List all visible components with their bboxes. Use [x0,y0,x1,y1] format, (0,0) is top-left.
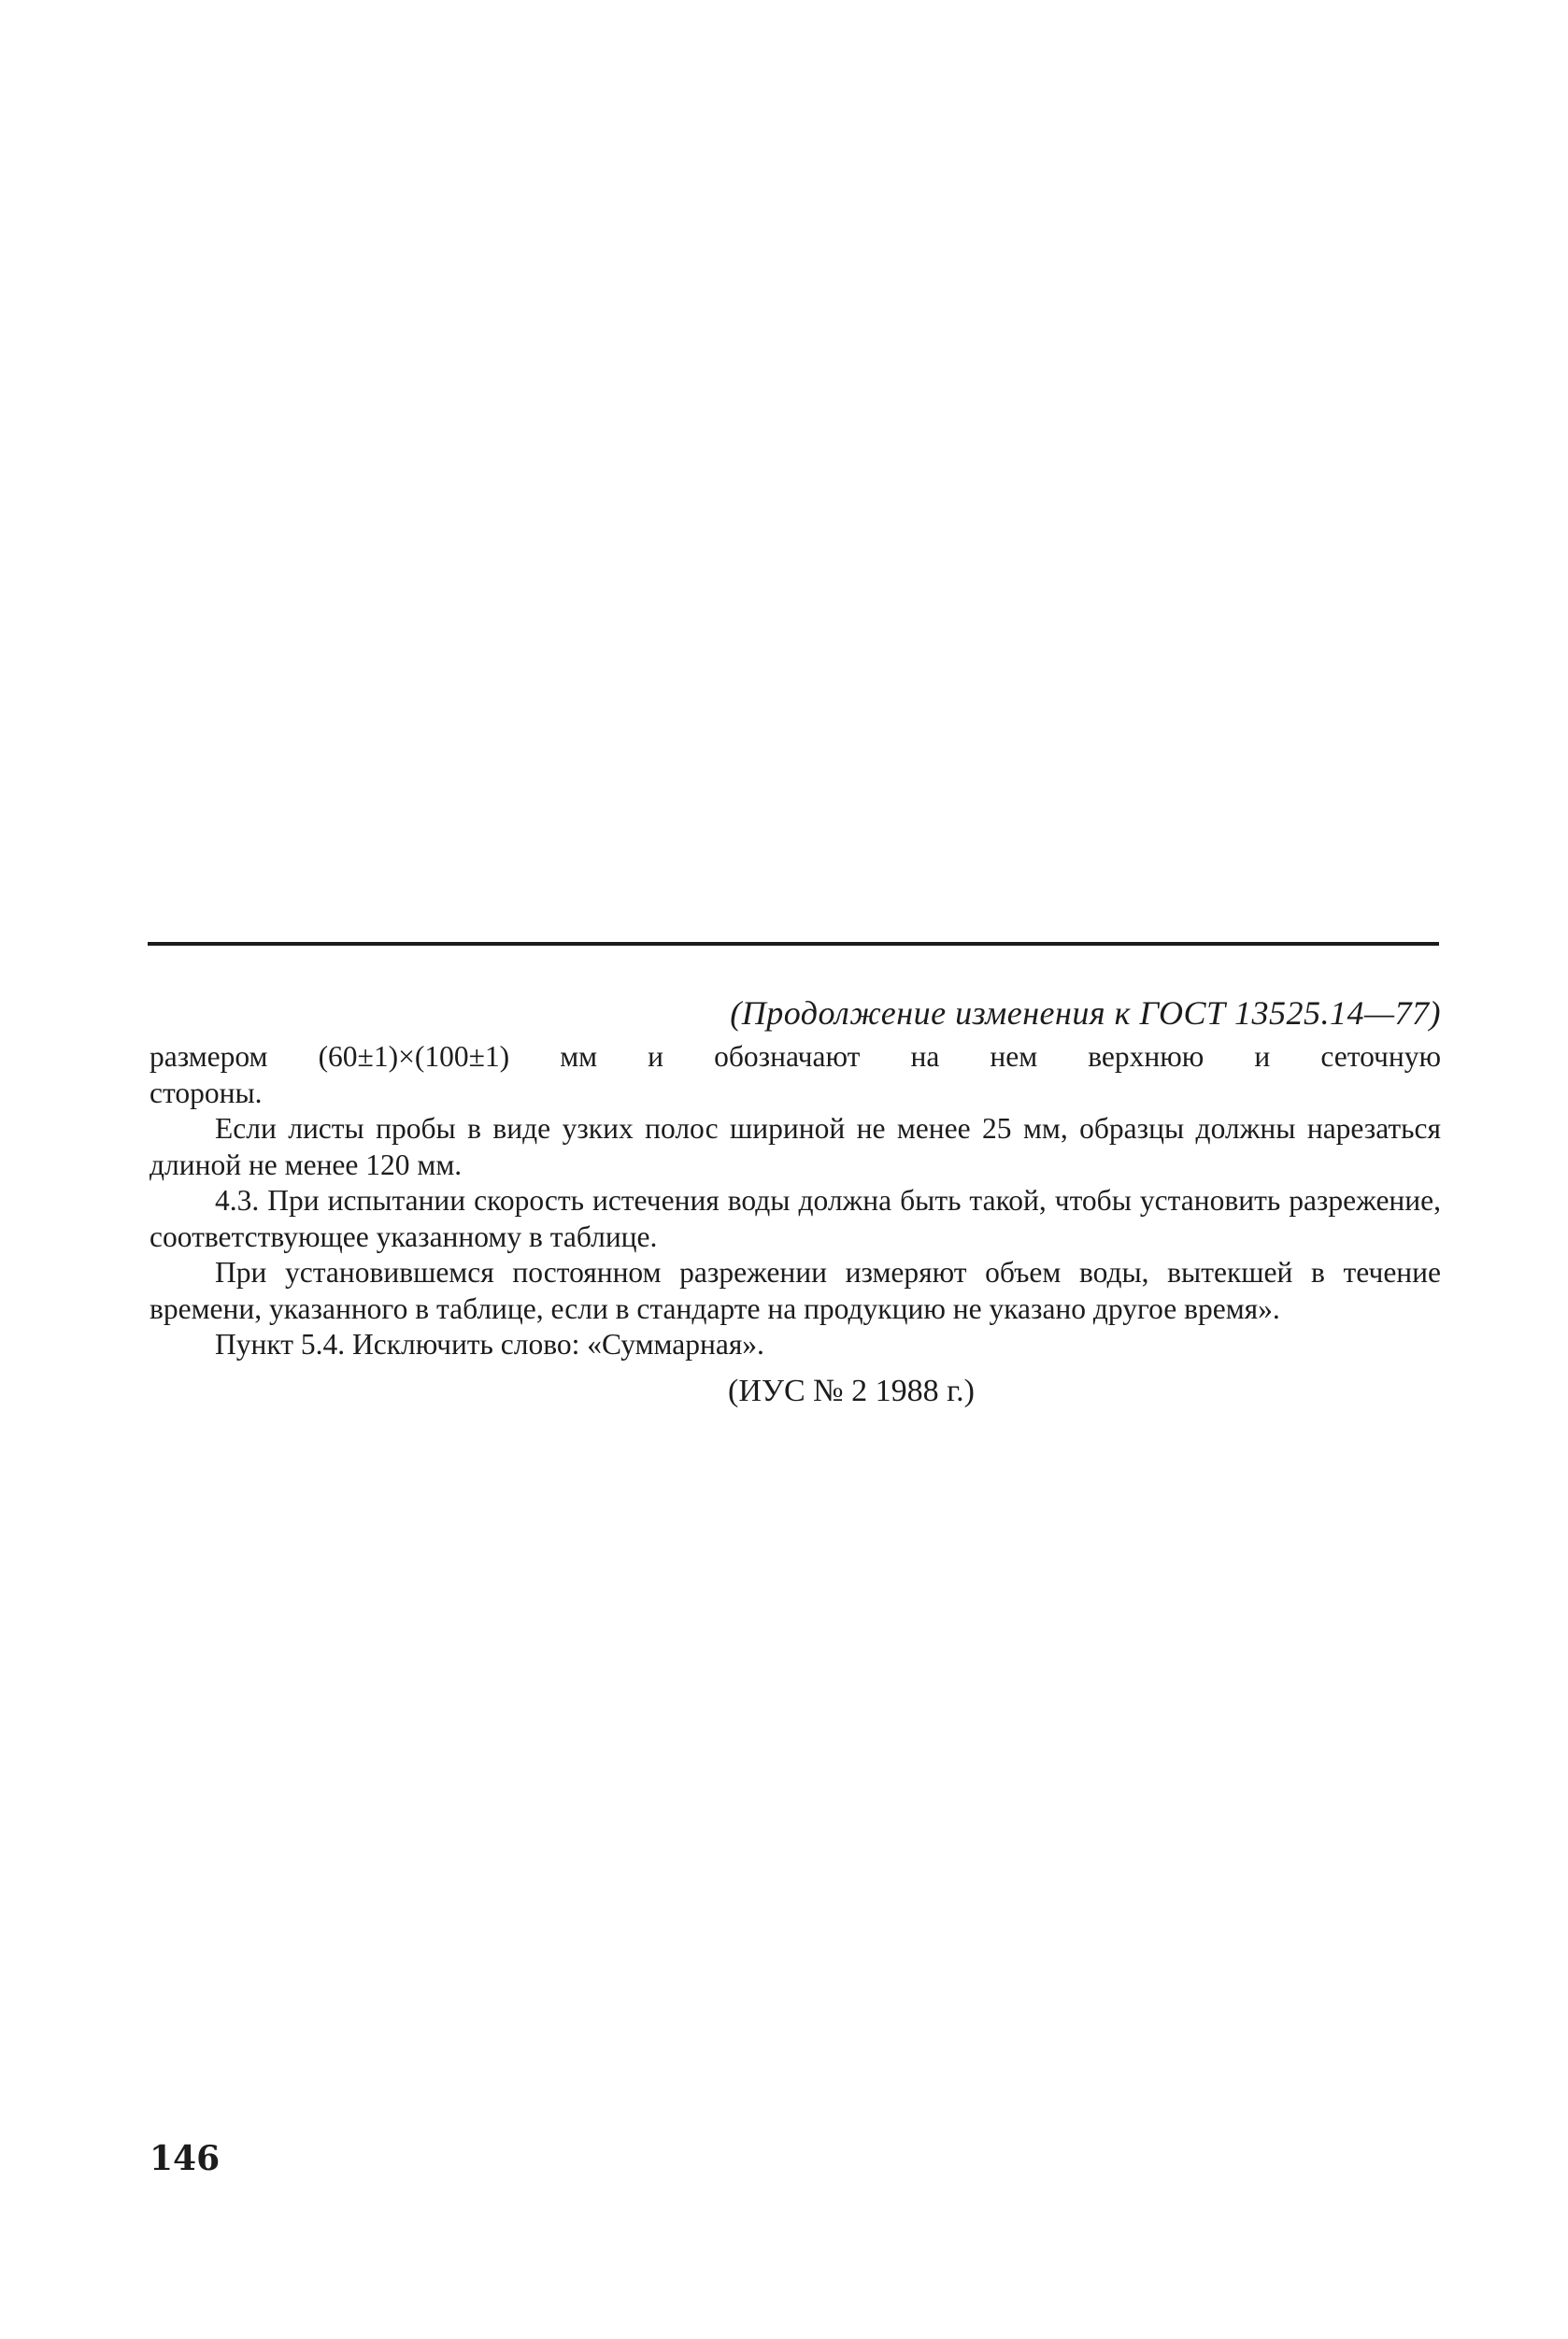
paragraph-size-line: размером (60±1)×(100±1) мм и обозначают на нем верхнюю и сеточную [150,1040,1441,1073]
continuation-heading: (Продолжение изменения к ГОСТ 13525.14—77) [730,994,1441,1032]
paragraph-size-end: стороны. [150,1076,263,1109]
document-body [150,991,1441,1412]
source-note: (ИУС № 2 1988 г.) [728,1373,975,1408]
paragraph-narrow-strips: Если листы пробы в виде узких полос шириной не менее 25 мм, образцы должны нарезаться длиной не менее 120 мм. [150,1112,1441,1181]
paragraph-clause-5-4: Пункт 5.4. Исключить слово: «Суммарная». [215,1328,764,1361]
header-rule [148,942,1439,946]
paragraph-clause-4-3: 4.3. При испытании скорость истечения воды должна быть такой, чтобы установить разрежение, соответствующее указанному в таблице. [150,1184,1441,1253]
paragraph-water-volume: При установившемся постоянном разрежении измеряют объем воды, вытекшей в течение времени, указанного в таблице, если в стандарте на продукцию не указано другое время». [150,1256,1441,1325]
page-number: 146 [150,2139,221,2178]
